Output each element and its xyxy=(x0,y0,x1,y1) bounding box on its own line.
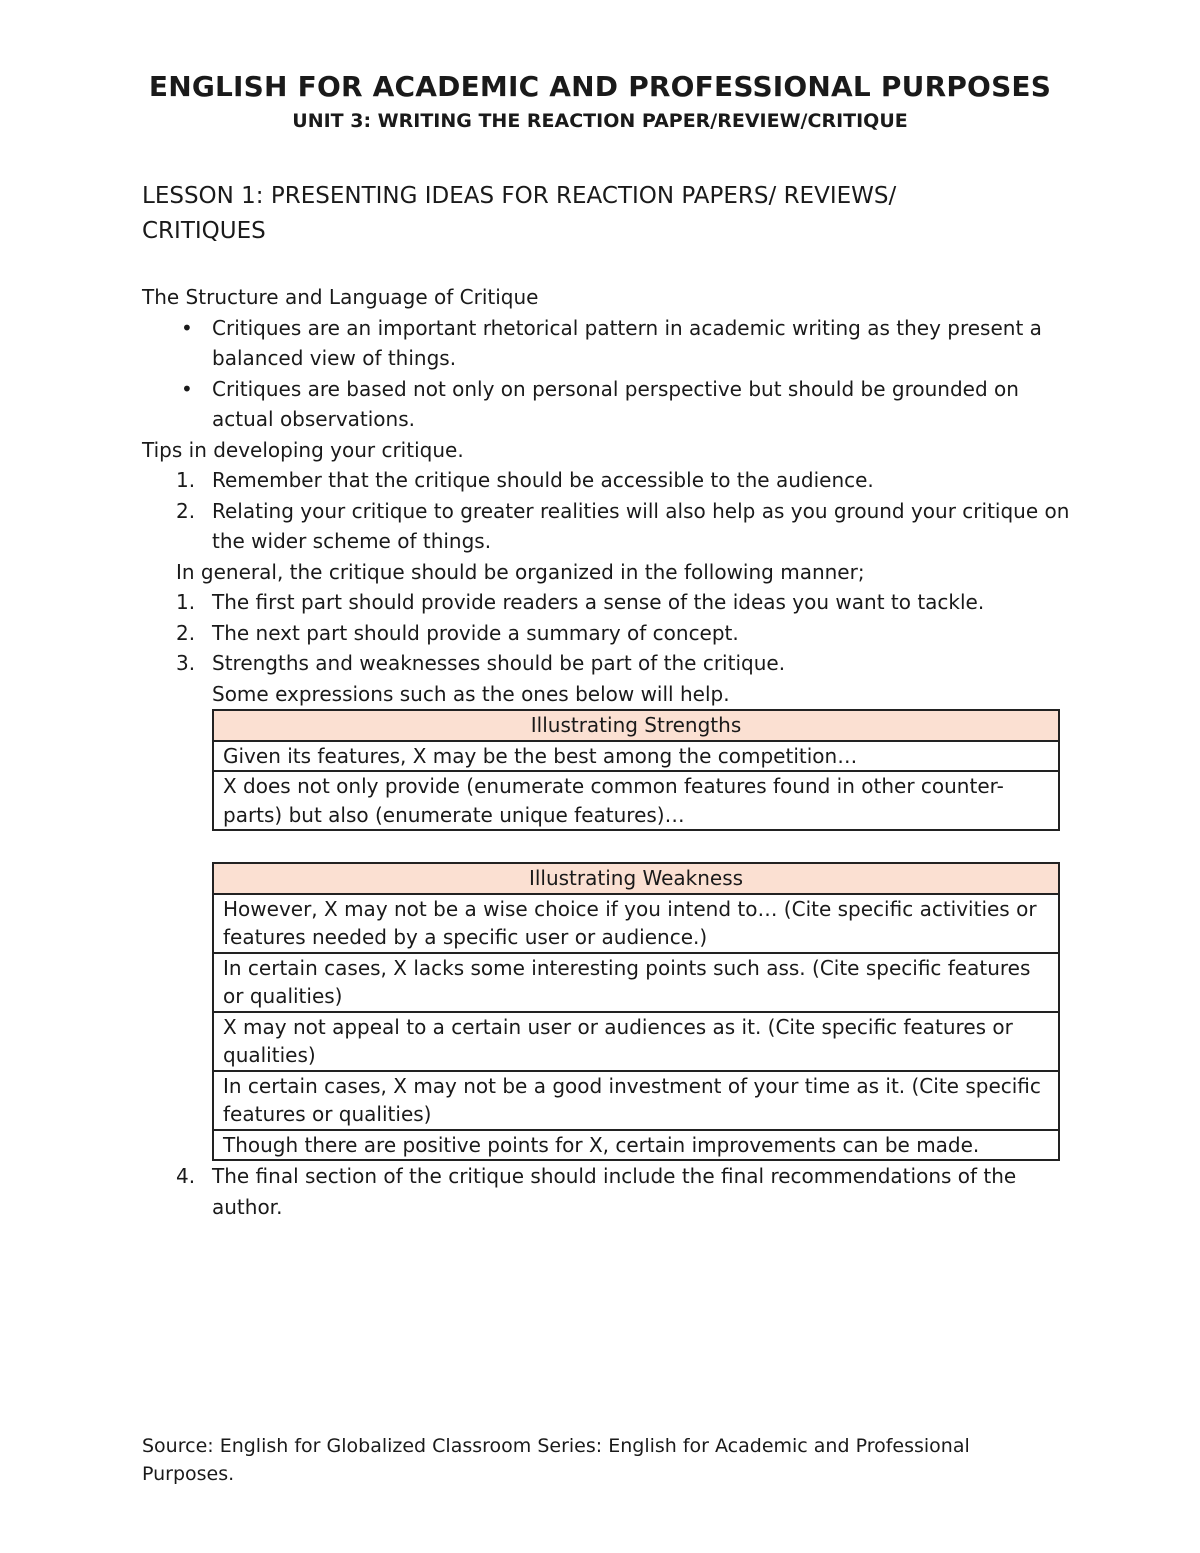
organization-list xyxy=(142,587,1072,679)
organization-item-text: The first part should provide readers a sense of the ideas you want to tackle. xyxy=(212,590,985,614)
expressions-note: Some expressions such as the ones below will help. xyxy=(212,681,730,706)
lesson-heading-line2: CRITIQUES xyxy=(142,218,266,244)
list-number: 1. xyxy=(176,590,196,614)
tips-list xyxy=(142,465,1072,557)
table-row xyxy=(213,771,1059,830)
table-row xyxy=(213,1071,1059,1130)
strengths-table-header: Illustrating Strengths xyxy=(213,710,1059,741)
list-item xyxy=(142,313,1072,374)
table-cell: However, X may not be a wise choice if you intend to… (Cite specific activities or features needed by a specific user or audience.) xyxy=(213,894,1059,953)
table-spacer xyxy=(142,831,1072,862)
tip-text: Relating your critique to greater realities will also help as you ground your critique on the wider scheme of things. xyxy=(212,498,1070,553)
tips-heading: Tips in developing your critique. xyxy=(142,437,464,462)
bullet-icon: • xyxy=(181,376,193,401)
list-number: 4. xyxy=(176,1164,196,1188)
strengths-table xyxy=(212,709,1060,831)
list-number: 2. xyxy=(176,620,196,645)
list-number: 2. xyxy=(176,498,196,523)
list-item xyxy=(142,1161,1072,1222)
table-cell: Given its features, X may be the best among the competition… xyxy=(213,741,1059,772)
table-row xyxy=(213,710,1059,741)
bullet-icon: • xyxy=(181,315,193,340)
bullet-text: Critiques are an important rhetorical pattern in academic writing as they present a balanced view of things. xyxy=(212,315,1042,370)
list-item xyxy=(142,648,1072,679)
list-number: 3. xyxy=(176,651,196,675)
document-title: ENGLISH FOR ACADEMIC AND PROFESSIONAL PURPOSES xyxy=(148,70,1052,103)
structure-bullet-list xyxy=(142,313,1072,435)
organization-item-text: Strengths and weaknesses should be part of the critique. xyxy=(212,651,786,675)
table-cell: Though there are positive points for X, certain improvements can be made. xyxy=(213,1130,1059,1161)
table-row xyxy=(213,894,1059,953)
tip-text: Remember that the critique should be accessible to the audience. xyxy=(212,468,874,492)
table-cell: X may not appeal to a certain user or audiences as it. (Cite specific features or qualities) xyxy=(213,1012,1059,1071)
structure-heading: The Structure and Language of Critique xyxy=(142,285,539,309)
table-row xyxy=(213,1012,1059,1071)
lesson-heading-line1: LESSON 1: PRESENTING IDEAS FOR REACTION PAPERS/ REVIEWS/ xyxy=(142,183,897,209)
list-item xyxy=(142,587,1072,618)
weakness-table xyxy=(212,862,1060,1161)
source-footnote: Source: English for Globalized Classroom Series: English for Academic and Professional Purposes. xyxy=(142,1435,970,1485)
lesson-content xyxy=(142,282,1072,1222)
organization-intro: In general, the critique should be organized in the following manner; xyxy=(176,559,865,584)
list-item xyxy=(142,496,1072,557)
organization-item-text: The next part should provide a summary of concept. xyxy=(212,620,739,645)
lesson-heading xyxy=(142,179,1042,249)
list-item xyxy=(142,618,1072,649)
table-row xyxy=(213,741,1059,772)
bullet-text: Critiques are based not only on personal perspective but should be grounded on actual observations. xyxy=(212,376,1019,431)
table-cell: In certain cases, X may not be a good investment of your time as it. (Cite specific features or qualities) xyxy=(213,1071,1059,1130)
weakness-table-header: Illustrating Weakness xyxy=(213,863,1059,894)
unit-subtitle: UNIT 3: WRITING THE REACTION PAPER/REVIEW/CRITIQUE xyxy=(292,110,908,132)
table-row xyxy=(213,863,1059,894)
organization-list-continued xyxy=(142,1161,1072,1222)
list-number: 1. xyxy=(176,468,196,492)
organization-item-text: The final section of the critique should include the final recommendations of the author. xyxy=(212,1164,1017,1219)
table-cell: X does not only provide (enumerate common features found in other counter-parts) but also (enumerate unique features)… xyxy=(213,771,1059,830)
list-item xyxy=(142,465,1072,496)
table-row xyxy=(213,1130,1059,1161)
list-item xyxy=(142,374,1072,435)
table-row xyxy=(213,953,1059,1012)
table-cell: In certain cases, X lacks some interesting points such ass. (Cite specific features or qualities) xyxy=(213,953,1059,1012)
